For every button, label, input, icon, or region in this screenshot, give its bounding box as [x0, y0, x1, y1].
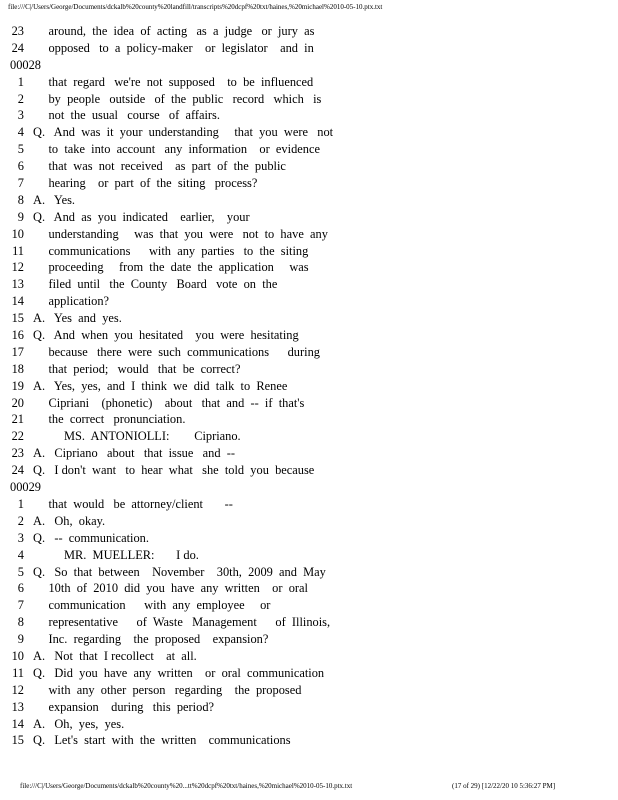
transcript-line	[0, 243, 618, 260]
transcript-line	[0, 411, 618, 428]
line-number: 1	[17, 74, 24, 89]
transcript-line	[0, 107, 618, 124]
line-number: 18	[11, 361, 24, 376]
line-number: 4	[17, 125, 24, 140]
line-number: 3	[17, 530, 24, 545]
page-number: 00029	[10, 480, 41, 495]
line-text: Q. Let's start with the written communications	[33, 733, 291, 748]
line-number: 4	[17, 547, 24, 562]
transcript-line	[0, 175, 618, 192]
line-text: A. Yes.	[33, 192, 76, 207]
line-text: Q. So that between November 30th, 2009 and May	[33, 564, 326, 579]
transcript-line	[0, 428, 618, 445]
line-number: 5	[17, 564, 24, 579]
line-number: 13	[11, 699, 24, 714]
line-number: 7	[17, 598, 24, 613]
line-number: 24	[11, 40, 24, 55]
transcript-line	[0, 530, 618, 547]
line-number: 24	[11, 463, 24, 478]
line-number: 15	[11, 733, 24, 748]
line-text: around, the idea of acting as a judge or jury as	[33, 24, 315, 38]
line-text: hearing or part of the siting process?	[33, 176, 258, 191]
line-text: that period; would that be correct?	[33, 361, 241, 376]
line-text: expansion during this period?	[33, 699, 215, 714]
page-number: 00028	[10, 57, 41, 72]
transcript-line	[0, 158, 618, 175]
line-text: communication with any employee or	[33, 598, 271, 613]
line-number: 5	[17, 142, 24, 157]
line-number: 15	[11, 311, 24, 326]
line-text: not the usual course of affairs.	[33, 108, 220, 123]
line-number: 16	[11, 328, 24, 343]
file-path-header: file:///C|/Users/George/Documents/dckalb%20county%20landfill/transcripts%20dcpf%20txt/haines,%20michael%2010-05-10.ptx.txt	[8, 3, 383, 11]
transcript-line	[0, 716, 618, 733]
line-text: Cipriani (phonetic) about that and -- if that's	[33, 395, 305, 410]
line-number: 9	[17, 632, 24, 647]
line-text: to take into account any information or evidence	[33, 142, 320, 157]
line-text: understanding was that you were not to have any	[33, 226, 328, 241]
transcript-line	[0, 513, 618, 530]
transcript-line	[0, 682, 618, 699]
page-number-line	[0, 57, 618, 74]
transcript-line	[0, 462, 618, 479]
line-text: 10th of 2010 did you have any written or oral	[33, 581, 308, 596]
transcript-line	[0, 226, 618, 243]
line-number: 14	[11, 716, 24, 731]
transcript-line	[0, 23, 618, 40]
transcript-line	[0, 699, 618, 716]
line-text: opposed to a policy-maker or legislator and in	[33, 40, 314, 55]
line-text: A. Yes, yes, and I think we did talk to Renee	[33, 378, 288, 393]
transcript-line	[0, 445, 618, 462]
line-text: the correct pronunciation.	[33, 412, 186, 427]
line-text: with any other person regarding the proposed	[33, 682, 302, 697]
transcript-line	[0, 378, 618, 395]
transcript-line	[0, 580, 618, 597]
transcript-line	[0, 141, 618, 158]
line-text: A. Yes and yes.	[33, 311, 122, 326]
line-text: Q. And as you indicated earlier, your	[33, 209, 250, 224]
transcript-line	[0, 74, 618, 91]
line-text: A. Cipriano about that issue and --	[33, 446, 236, 461]
transcript-line	[0, 276, 618, 293]
transcript-line	[0, 344, 618, 361]
transcript-line	[0, 732, 618, 749]
transcript-line	[0, 597, 618, 614]
line-text: Q. Did you have any written or oral communication	[33, 665, 325, 680]
line-text: application?	[33, 294, 110, 309]
line-number: 22	[11, 429, 24, 444]
line-text: Inc. regarding the proposed expansion?	[33, 632, 269, 647]
line-text: MS. ANTONIOLLI: Cipriano.	[33, 429, 241, 444]
transcript-line	[0, 91, 618, 108]
line-number: 20	[11, 395, 24, 410]
line-number: 11	[12, 665, 24, 680]
line-number: 6	[17, 581, 24, 596]
line-text: A. Oh, okay.	[33, 513, 106, 528]
transcript-line	[0, 310, 618, 327]
line-text: filed until the County Board vote on the	[33, 277, 278, 292]
line-number: 11	[12, 243, 24, 258]
line-number: 21	[11, 412, 24, 427]
transcript-line	[0, 192, 618, 209]
line-number: 7	[17, 176, 24, 191]
transcript-line	[0, 496, 618, 513]
transcript-body	[0, 23, 618, 749]
page-number-line	[0, 479, 618, 496]
line-number: 10	[11, 226, 24, 241]
transcript-line	[0, 564, 618, 581]
transcript-line	[0, 361, 618, 378]
line-number: 10	[11, 648, 24, 663]
line-number: 8	[17, 192, 24, 207]
line-number: 19	[11, 378, 24, 393]
line-number: 8	[17, 615, 24, 630]
line-number: 14	[11, 294, 24, 309]
line-number: 17	[11, 344, 24, 359]
transcript-line	[0, 293, 618, 310]
transcript-line	[0, 124, 618, 141]
line-number: 3	[17, 108, 24, 123]
file-path-footer: file:///C|/Users/George/Documents/dckalb%20county%20...tt%20dcpf%20txt/haines,%20michael%2010-05-10.ptx.txt	[20, 782, 353, 790]
transcript-line	[0, 395, 618, 412]
line-text: that regard we're not supposed to be influenced	[33, 74, 314, 89]
line-number: 6	[17, 159, 24, 174]
line-number: 23	[11, 24, 24, 38]
line-number: 13	[11, 277, 24, 292]
line-text: that was not received as part of the public	[33, 159, 286, 174]
transcript-line	[0, 648, 618, 665]
line-text: Q. And was it your understanding that you were not	[33, 125, 334, 140]
line-text: Q. -- communication.	[33, 530, 149, 545]
page-info-footer: (17 of 29) [12/22/20 10 5:36:27 PM]	[452, 782, 556, 790]
line-number: 1	[17, 496, 24, 511]
transcript-line	[0, 665, 618, 682]
line-number: 23	[11, 446, 24, 461]
line-text: because there were such communications during	[33, 344, 320, 359]
transcript-line	[0, 40, 618, 57]
transcript-line	[0, 631, 618, 648]
line-text: MR. MUELLER: I do.	[33, 547, 199, 562]
line-text: proceeding from the date the application was	[33, 260, 309, 275]
transcript-line	[0, 614, 618, 631]
line-number: 12	[11, 682, 24, 697]
line-text: communications with any parties to the siting	[33, 243, 309, 258]
line-text: Q. I don't want to hear what she told you because	[33, 463, 315, 478]
line-number: 9	[17, 209, 24, 224]
line-text: A. Oh, yes, yes.	[33, 716, 125, 731]
line-text: Q. And when you hesitated you were hesitating	[33, 328, 299, 343]
transcript-line	[0, 259, 618, 276]
line-text: representative of Waste Management of Illinois,	[33, 615, 331, 630]
transcript-line	[0, 327, 618, 344]
line-number: 12	[11, 260, 24, 275]
line-number: 2	[17, 513, 24, 528]
transcript-line	[0, 547, 618, 564]
line-text: A. Not that I recollect at all.	[33, 648, 197, 663]
transcript-line	[0, 209, 618, 226]
line-text: that would be attorney/client --	[33, 496, 233, 511]
line-number: 2	[17, 91, 24, 106]
line-text: by people outside of the public record which is	[33, 91, 322, 106]
